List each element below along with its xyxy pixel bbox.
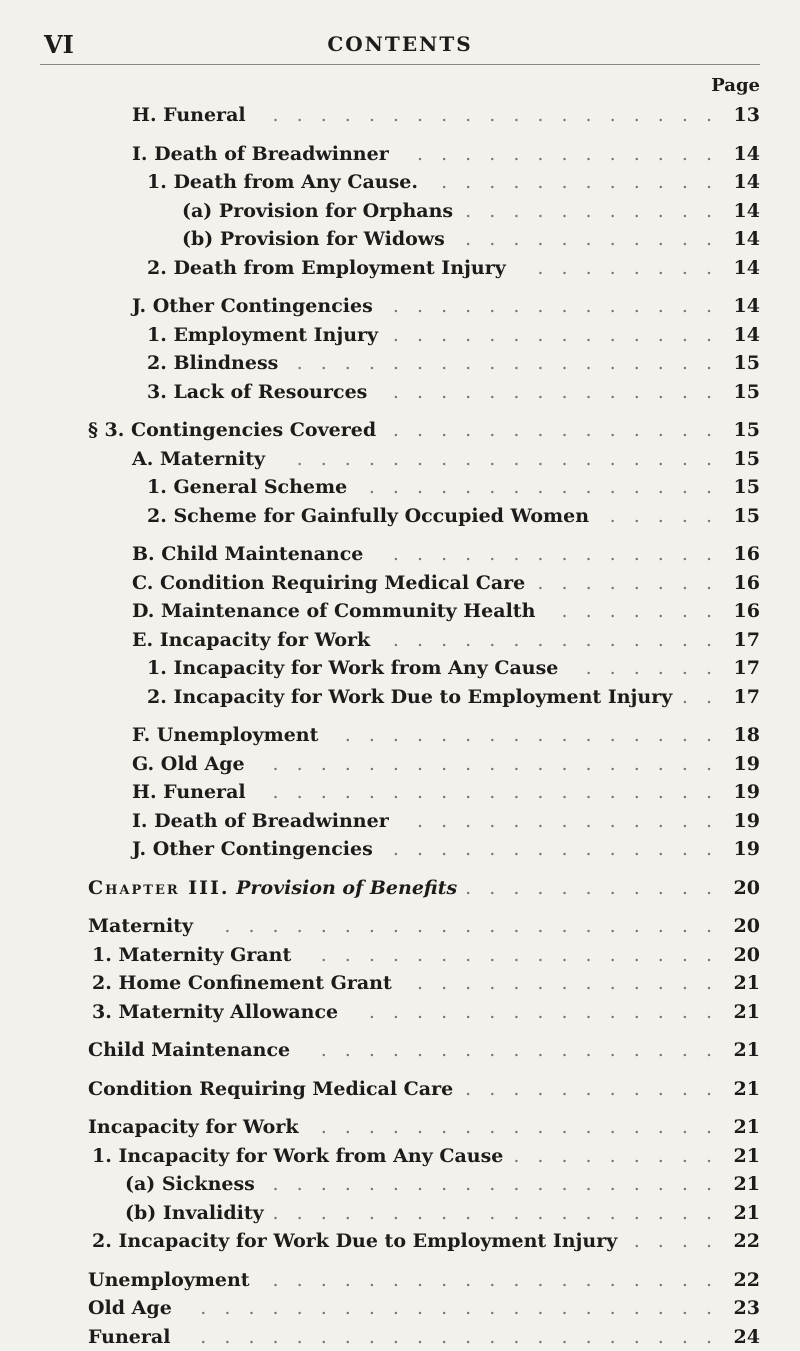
toc-entry-label: (b) Provision for Widows [182, 225, 445, 253]
leader-dots: . . . . . . . . . . . . . . . . . . . . . . [178, 1323, 718, 1351]
toc-entry-label: J. Other Contingencies [132, 835, 373, 863]
toc-entry-label: D. Maintenance of Community Health [132, 597, 535, 625]
table-of-contents [0, 101, 800, 1351]
toc-entry-label: 1. Maternity Grant [92, 941, 291, 969]
leader-dots: . . . . . . . . . . . . . . . . . . . [254, 778, 718, 806]
toc-entry-page: 15 [730, 349, 760, 377]
toc-entry-label: F. Unemployment [132, 721, 318, 749]
leader-dots: . . . . . . [566, 654, 718, 682]
leader-dots: . . . . . . . . . . . . . . . . . [307, 1113, 718, 1141]
toc-entry-page: 14 [730, 225, 760, 253]
toc-entry [0, 168, 800, 197]
toc-entry-page: 15 [730, 378, 760, 406]
toc-entry-page: 21 [730, 1142, 760, 1170]
toc-entry-page: 15 [730, 445, 760, 473]
leader-dots: . . . . . . . . . . . . . . . . . . . [254, 101, 718, 129]
toc-entry-label: § 3. Contingencies Covered [88, 416, 376, 444]
leader-dots: . . . . . . . . . . . [461, 197, 718, 225]
toc-entry-page: 15 [730, 502, 760, 530]
toc-entry-page: 14 [730, 321, 760, 349]
chapter-number: Chapter III. [88, 877, 230, 899]
toc-entry-label: (a) Provision for Orphans [182, 197, 453, 225]
toc-entry-label: I. Death of Breadwinner [132, 140, 389, 168]
toc-entry [0, 445, 800, 474]
toc-entry [0, 197, 800, 226]
toc-entry [0, 378, 800, 407]
toc-entry [0, 941, 800, 970]
toc-entry-page: 21 [730, 969, 760, 997]
toc-entry [0, 254, 800, 283]
toc-entry-page: 19 [730, 807, 760, 835]
leader-dots: . . . . . . . . . . . . [426, 168, 718, 196]
toc-entry-page: 15 [730, 473, 760, 501]
leader-dots: . . . . . . . . . . . [453, 225, 718, 253]
toc-entry [0, 998, 800, 1027]
toc-entry-page: 17 [730, 683, 760, 711]
toc-entry [0, 569, 800, 598]
leader-dots: . . . . . [597, 502, 718, 530]
toc-entry-page: 17 [730, 626, 760, 654]
toc-entry-label: 3. Lack of Resources [147, 378, 367, 406]
toc-entry [0, 292, 800, 321]
toc-entry [0, 597, 800, 626]
toc-entry-label: A. Maternity [132, 445, 265, 473]
toc-entry-page: 14 [730, 292, 760, 320]
header-rule [40, 64, 760, 65]
leader-dots: . . . . . . . . . . . . . . [375, 378, 718, 406]
leader-dots: . . . . . . . . . . . . . . [384, 416, 718, 444]
toc-entry-label: 1. General Scheme [147, 473, 347, 501]
toc-entry-page: 14 [730, 254, 760, 282]
toc-entry-page: 16 [730, 540, 760, 568]
leader-dots: . . . . . . . . . . . . . . [381, 292, 718, 320]
toc-entry [0, 349, 800, 378]
toc-entry-label: G. Old Age [132, 750, 245, 778]
toc-entry-page: 18 [730, 721, 760, 749]
toc-entry-page: 16 [730, 569, 760, 597]
toc-entry [0, 1036, 800, 1065]
toc-entry-page: 20 [730, 912, 760, 940]
toc-entry-page: 24 [730, 1323, 760, 1351]
toc-entry [0, 1227, 800, 1256]
toc-entry-label: 1. Incapacity for Work from Any Cause [92, 1142, 503, 1170]
toc-entry [0, 473, 800, 502]
toc-entry-label: Funeral [88, 1323, 170, 1351]
toc-entry-page: 19 [730, 750, 760, 778]
toc-entry-page: 21 [730, 1170, 760, 1198]
leader-dots: . . . . . . . . . . . . . . [386, 321, 718, 349]
toc-entry [0, 654, 800, 683]
toc-entry-label: C. Condition Requiring Medical Care [132, 569, 525, 597]
toc-entry [0, 416, 800, 445]
toc-entry-page: 21 [730, 1075, 760, 1103]
toc-entry-label: Child Maintenance [88, 1036, 290, 1064]
toc-entry-label: H. Funeral [132, 101, 246, 129]
leader-dots: . . . . . . . . . . . . . . . . . . . [253, 750, 718, 778]
toc-entry-page: 14 [730, 140, 760, 168]
toc-entry-label: (b) Invalidity [125, 1199, 264, 1227]
toc-entry-label: 2. Scheme for Gainfully Occupied Women [147, 502, 589, 530]
toc-entry-label: 1. Employment Injury [147, 321, 378, 349]
toc-entry [0, 1323, 800, 1351]
toc-entry-page: 20 [730, 941, 760, 969]
toc-entry-label: H. Funeral [132, 778, 246, 806]
toc-entry-label: I. Death of Breadwinner [132, 807, 389, 835]
leader-dots: . . . . . . . . [533, 569, 718, 597]
toc-entry [0, 140, 800, 169]
toc-entry [0, 912, 800, 941]
toc-entry-page: 15 [730, 416, 760, 444]
leader-dots: . . . . . . . . . . . . . . . . [326, 721, 718, 749]
toc-entry-label [88, 874, 457, 902]
toc-entry-page: 13 [730, 101, 760, 129]
toc-entry-label: 2. Death from Employment Injury [147, 254, 506, 282]
leader-dots: . . . . . . . . . . . . . . . . . . . . . . [180, 1294, 718, 1322]
toc-entry-label: 1. Incapacity for Work from Any Cause [147, 654, 558, 682]
chapter-title: Provision of Benefits [236, 877, 457, 899]
toc-entry [0, 225, 800, 254]
toc-entry-page: 21 [730, 1113, 760, 1141]
toc-entry-page: 19 [730, 835, 760, 863]
leader-dots: . . . . . . . . . . . . . . . [346, 998, 718, 1026]
toc-entry-label: 2. Incapacity for Work Due to Employment Injury [147, 683, 672, 711]
leader-dots: . . . . . . . . [514, 254, 718, 282]
leader-dots: . . . . . . . . . . . . . . . . . . . [272, 1199, 718, 1227]
toc-entry-label: 1. Death from Any Cause. [147, 168, 418, 196]
toc-entry-label: E. Incapacity for Work [132, 626, 370, 654]
toc-entry-label: Condition Requiring Medical Care [88, 1075, 453, 1103]
toc-entry-page: 14 [730, 168, 760, 196]
leader-dots: . . . . . . . . . . . . . . . [355, 473, 718, 501]
toc-entry-label: 2. Blindness [147, 349, 278, 377]
toc-entry [0, 540, 800, 569]
toc-entry [0, 626, 800, 655]
toc-entry-page: 19 [730, 778, 760, 806]
toc-entry [0, 1113, 800, 1142]
toc-entry-page: 22 [730, 1227, 760, 1255]
toc-entry [0, 835, 800, 864]
leader-dots: . . . . . . . . . . . . . [400, 969, 718, 997]
toc-entry [0, 778, 800, 807]
toc-entry-label: (a) Sickness [125, 1170, 255, 1198]
leader-dots: . . . . . . . . . . . . . [397, 807, 718, 835]
toc-entry-label: 2. Incapacity for Work Due to Employment Injury [92, 1227, 617, 1255]
toc-entry-page: 16 [730, 597, 760, 625]
toc-entry-page: 21 [730, 1199, 760, 1227]
toc-entry-label: Old Age [88, 1294, 172, 1322]
toc-entry-page: 14 [730, 197, 760, 225]
leader-dots: . . . . . . . . . . . [461, 1075, 718, 1103]
running-title: CONTENTS [0, 32, 800, 56]
leader-dots: . . [680, 683, 718, 711]
toc-entry-label: Unemployment [88, 1266, 250, 1294]
toc-entry-page: 22 [730, 1266, 760, 1294]
leader-dots: . . . . . . . . . . . . . . . . . . . . . [201, 912, 718, 940]
toc-entry [0, 1266, 800, 1295]
toc-entry [0, 1142, 800, 1171]
leader-dots: . . . . . . . . . . . . . . [371, 540, 718, 568]
leader-dots: . . . . . . . . . . . . . [397, 140, 718, 168]
toc-entry-page: 21 [730, 1036, 760, 1064]
toc-entry-label: 2. Home Confinement Grant [92, 969, 392, 997]
toc-entry [0, 1199, 800, 1228]
toc-entry-label: J. Other Contingencies [132, 292, 373, 320]
toc-entry [0, 1294, 800, 1323]
page-column-label: Page [711, 75, 760, 96]
leader-dots: . . . . . . . . . . . . . . . . . . [286, 349, 718, 377]
toc-entry [0, 807, 800, 836]
leader-dots: . . . . . . . . . . . . . . . . . . [273, 445, 718, 473]
leader-dots: . . . . . . . [543, 597, 718, 625]
toc-entry-label: 3. Maternity Allowance [92, 998, 338, 1026]
toc-entry [0, 750, 800, 779]
leader-dots: . . . . . . . . . . . . . . . . . [298, 1036, 718, 1064]
toc-entry [0, 1075, 800, 1104]
toc-entry-page: 23 [730, 1294, 760, 1322]
leader-dots: . . . . . . . . . . . . . . [378, 626, 718, 654]
leader-dots: . . . . . . . . . . . . . . . . . [299, 941, 718, 969]
toc-entry [0, 721, 800, 750]
toc-entry [0, 101, 800, 130]
page-number-roman: VI [44, 30, 74, 59]
toc-entry-page: 17 [730, 654, 760, 682]
toc-entry [0, 683, 800, 712]
leader-dots: . . . . . . . . . [511, 1142, 718, 1170]
toc-entry-label: B. Child Maintenance [132, 540, 363, 568]
toc-entry-label: Maternity [88, 912, 193, 940]
toc-entry [0, 874, 800, 903]
leader-dots: . . . . . . . . . . . . . . . . . . . [258, 1266, 718, 1294]
toc-entry-page: 20 [730, 874, 760, 902]
page-header [0, 30, 800, 60]
leader-dots: . . . . . . . . . . . . . . [381, 835, 718, 863]
leader-dots: . . . . . . . . . . . . . . . . . . . [263, 1170, 718, 1198]
toc-entry-page: 21 [730, 998, 760, 1026]
leader-dots: . . . . . . . . . . . [465, 874, 718, 902]
toc-entry-label: Incapacity for Work [88, 1113, 299, 1141]
toc-entry [0, 502, 800, 531]
toc-entry [0, 321, 800, 350]
toc-entry [0, 1170, 800, 1199]
toc-entry [0, 969, 800, 998]
leader-dots: . . . . [625, 1227, 718, 1255]
